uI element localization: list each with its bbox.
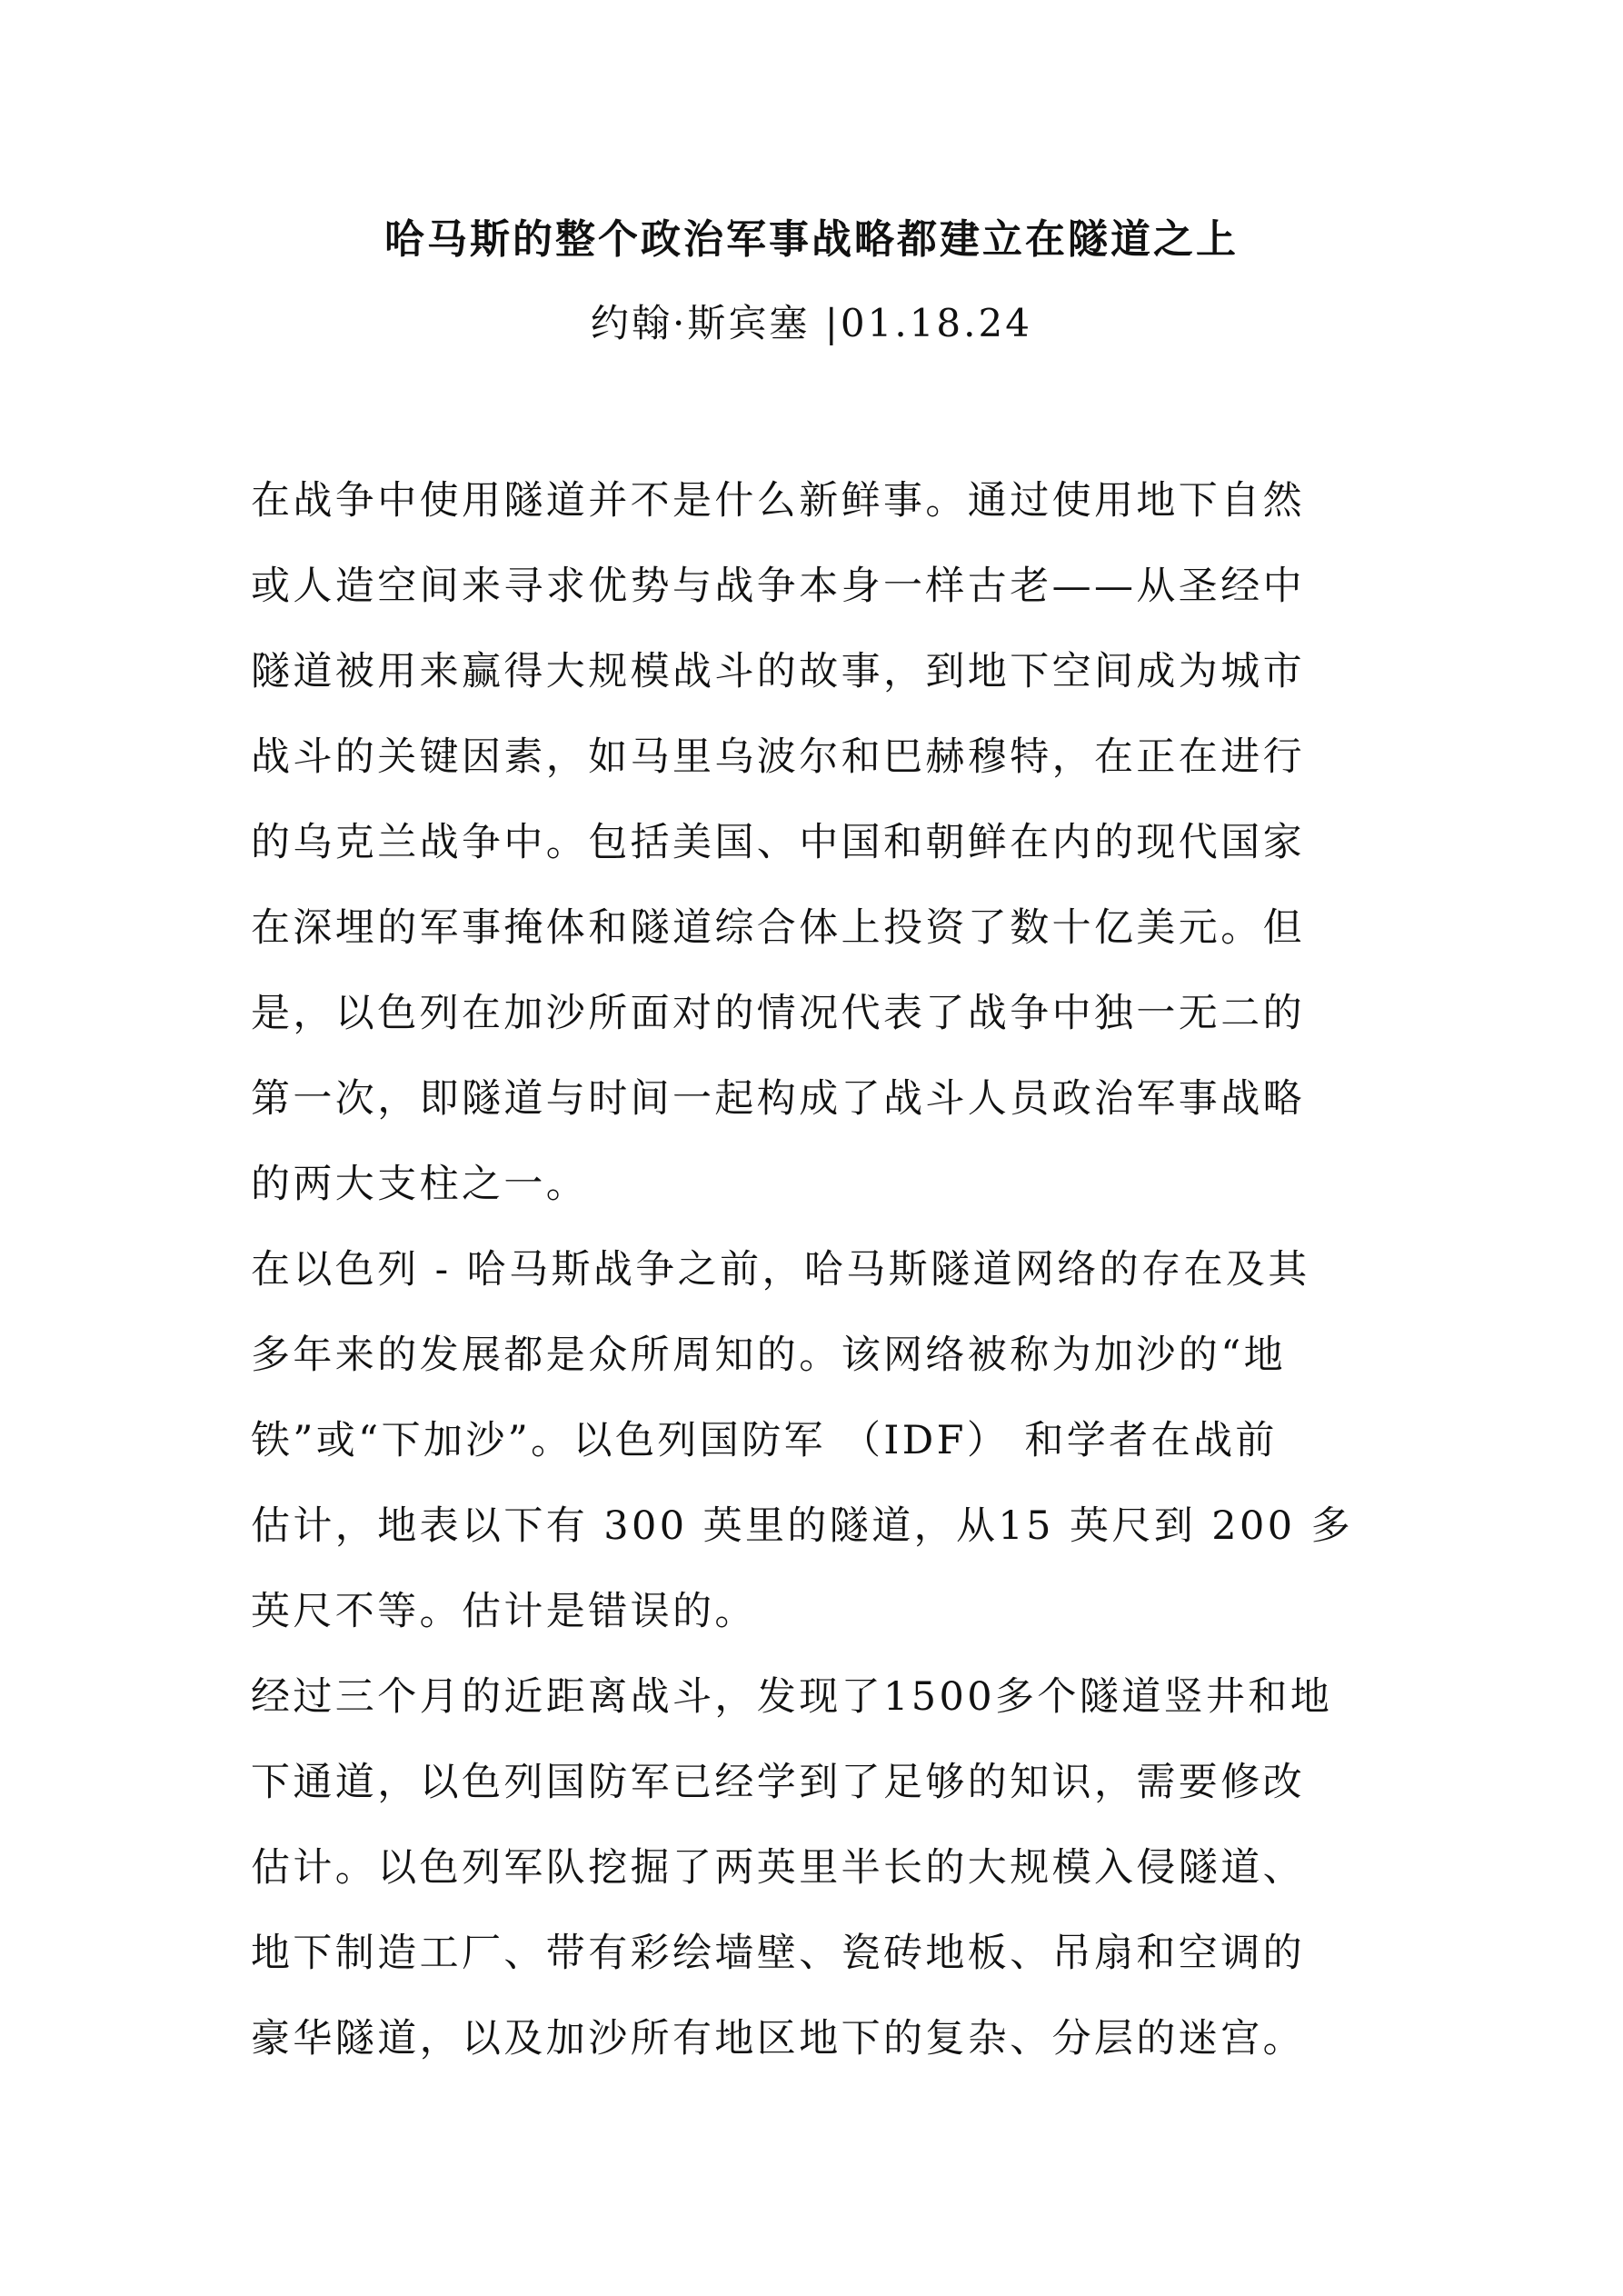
- document-body: [251, 458, 1378, 2081]
- text-line: 估计，地表以下有 300 英里的隧道，从15 英尺到 200 多: [251, 1503, 1354, 1549]
- text-line: 是，以色列在加沙所面对的情况代表了战争中独一无二的: [251, 991, 1305, 1036]
- text-line: 英尺不等。估计是错误的。: [251, 1589, 757, 1634]
- text-line: 的两大支柱之一。: [251, 1162, 589, 1207]
- text-line: 铁”或“下加沙”。以色列国防军 （IDF） 和学者在战前: [251, 1418, 1278, 1463]
- text-line: 豪华隧道，以及加沙所有地区地下的复杂、分层的迷宫。: [251, 2016, 1305, 2061]
- text-line: 多年来的发展都是众所周知的。该网络被称为加沙的“地: [251, 1333, 1286, 1378]
- text-line: 在战争中使用隧道并不是什么新鲜事。通过使用地下自然: [251, 478, 1305, 524]
- paragraph-2: [251, 1227, 1378, 1654]
- paragraph-1: [251, 458, 1378, 1227]
- text-line: 隧道被用来赢得大规模战斗的故事，到地下空间成为城市: [251, 649, 1305, 694]
- text-line: 地下制造工厂、带有彩绘墙壁、瓷砖地板、吊扇和空调的: [251, 1931, 1305, 1976]
- text-line: 在以色列 - 哈马斯战争之前，哈马斯隧道网络的存在及其: [251, 1247, 1310, 1293]
- text-line: 估计。以色列军队挖掘了两英里半长的大规模入侵隧道、: [251, 1845, 1305, 1891]
- text-line: 或人造空间来寻求优势与战争本身一样古老——从圣经中: [251, 564, 1305, 609]
- text-line: 第一次，即隧道与时间一起构成了战斗人员政治军事战略: [251, 1076, 1305, 1122]
- text-line: 战斗的关键因素，如马里乌波尔和巴赫穆特，在正在进行: [251, 734, 1305, 780]
- text-line: 经过三个月的近距离战斗，发现了1500多个隧道竖井和地: [251, 1674, 1333, 1720]
- text-line: 下通道，以色列国防军已经学到了足够的知识，需要修改: [251, 1760, 1305, 1805]
- document-title: 哈马斯的整个政治军事战略都建立在隧道之上: [384, 216, 1239, 263]
- text-line: 在深埋的军事掩体和隧道综合体上投资了数十亿美元。但: [251, 905, 1305, 951]
- paragraph-3: [251, 1654, 1378, 2081]
- text-line: 的乌克兰战争中。包括美国、中国和朝鲜在内的现代国家: [251, 820, 1305, 865]
- document-byline: 约翰·斯宾塞 |01.18.24: [591, 301, 1032, 345]
